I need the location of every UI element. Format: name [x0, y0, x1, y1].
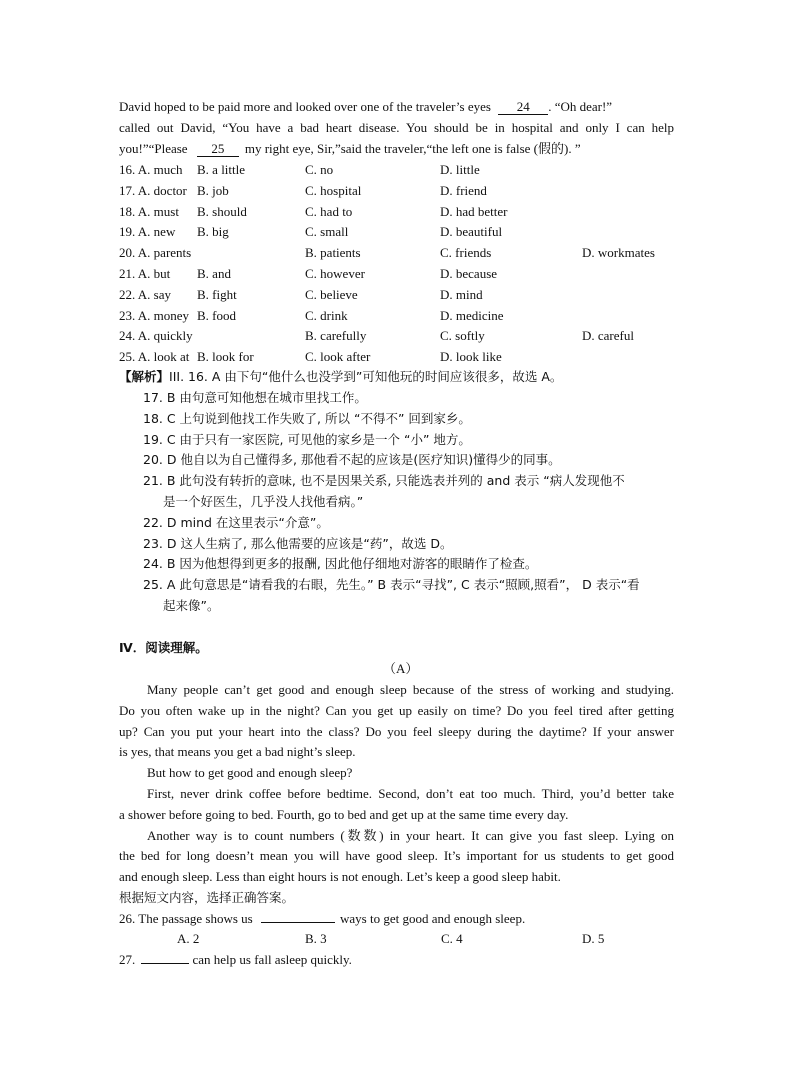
- question-option-a: 19. A. new: [119, 224, 176, 240]
- question-option-b: B. look for: [197, 349, 254, 365]
- question-option-b: B. job: [197, 182, 229, 198]
- question-option-c: B. patients: [305, 245, 361, 261]
- passage-line-3: [119, 140, 581, 157]
- analysis-item: 起来像”。: [163, 598, 220, 613]
- passage-text: . “Oh dear!”: [548, 99, 613, 114]
- question-option-c: C. believe: [305, 286, 358, 302]
- question-option-d: C. friends: [440, 245, 492, 261]
- question-option-a: 20. A. parents: [119, 245, 192, 261]
- question-option-a: 18. A. must: [119, 203, 179, 219]
- question-option-a: 21. A. but: [119, 266, 171, 281]
- q26-option-b: B. 3: [305, 931, 327, 946]
- question-option-c: C. look after: [305, 349, 371, 365]
- analysis-item: 19. C 由于只有一家医院, 可见他的家乡是一个 “小” 地方。: [143, 431, 471, 447]
- question-option-d: D. look like: [440, 349, 502, 365]
- analysis-item: 21. B 此句没有转折的意味, 也不是因果关系, 只能选表并列的 and 表示 “病人发现他不: [143, 473, 625, 489]
- question-option-e: D. workmates: [582, 245, 655, 261]
- reading-line: and enough sleep. Less than eight hours is not enough. Let’s keep a good sleep habit.: [119, 869, 561, 885]
- question-option-c: C. no: [305, 162, 334, 177]
- reading-line: the bed for long doesn’t mean you will have good sleep. It’s important for us students to get good: [119, 848, 674, 864]
- analysis-text: III. 16. A 由下句“他什么也没学到”可知他玩的时间应该很多，故选 A。: [169, 369, 563, 384]
- passage-text: you!”“Please: [119, 141, 188, 156]
- question-option-b: B. should: [197, 203, 247, 219]
- question-text: ways to get good and enough sleep.: [339, 911, 526, 926]
- question-option-b: B. fight: [197, 286, 237, 302]
- analysis-item: 17. B 由句意可知他想在城市里找工作。: [143, 390, 367, 405]
- question-option-e: D. careful: [582, 328, 634, 344]
- question-option-a: 22. A. say: [119, 286, 171, 302]
- question-option-d: D. medicine: [440, 307, 504, 323]
- analysis-item: 20. D 他自以为自己懂得多, 那他看不起的应该是(医疗知识)懂得少的同事。: [143, 452, 561, 468]
- analysis-item: 24. B 因为他想得到更多的报酬, 因此他仔细地对游客的眼睛作了检查。: [143, 556, 538, 572]
- question-text: 27.: [119, 952, 136, 967]
- passage-text: my right eye, Sir,”said the traveler,“the left one is false (假的). ”: [244, 141, 581, 156]
- question-option-d: D. beautiful: [440, 224, 503, 240]
- q26-option-a: A. 2: [177, 931, 200, 946]
- question-option-c: C. had to: [305, 203, 353, 219]
- reading-line: Another way is to count numbers (数数) in your heart. It can give you fast sleep. Lying on: [147, 827, 674, 843]
- reading-line: a shower before going to bed. Fourth, go to bed and get up at the same time every day.: [119, 806, 569, 822]
- analysis-first-line: [119, 368, 562, 385]
- analysis-item: 25. A 此句意思是“请看我的右眼，先生。” B 表示“寻找”, C 表示“照顾,照看”， D 表示“看: [143, 577, 640, 593]
- question-option-c: B. carefully: [305, 328, 367, 344]
- instruction: 根据短文内容，选择正确答案。: [119, 890, 295, 905]
- question-option-b: B. food: [197, 307, 236, 323]
- reading-line: Do you often wake up in the night? Can you get up easily on time? Do you feel tired after getting: [119, 702, 674, 718]
- analysis-header: 【解析】: [119, 369, 170, 384]
- q26-option-d: D. 5: [582, 931, 605, 946]
- passage-line-1: [119, 98, 612, 115]
- question-option-b: B. a little: [197, 162, 246, 177]
- analysis-item: 18. C 上句说到他找工作失败了, 所以 “不得不” 回到家乡。: [143, 410, 471, 426]
- question-option-c: C. drink: [305, 307, 348, 323]
- question-option-d: D. little: [440, 162, 480, 177]
- question-option-b: B. and: [197, 266, 231, 281]
- question-option-c: C. small: [305, 224, 349, 240]
- reading-line: Many people can’t get good and enough sleep because of the stress of working and studying.: [147, 682, 674, 697]
- question-option-c: C. hospital: [305, 182, 362, 198]
- reading-line: up? Can you put your heart into the class? Do you feel sleepy during the daytime? If your answer: [119, 723, 674, 739]
- question-option-a: 16. A. much: [119, 162, 183, 177]
- section-heading: Ⅳ．阅读理解。: [119, 640, 208, 655]
- question-option-a: 25. A. look at: [119, 349, 190, 365]
- reading-line: First, never drink coffee before bedtime. Second, don’t eat too much. Third, you’d better take: [147, 786, 674, 801]
- question-option-b: B. big: [197, 224, 229, 240]
- analysis-item: 23. D 这人生病了, 那么他需要的应该是“药”，故选 D。: [143, 535, 453, 551]
- question-text: 26. The passage shows us: [119, 911, 253, 926]
- question-text: can help us fall asleep quickly.: [192, 952, 352, 967]
- question-option-d: D. mind: [440, 286, 483, 302]
- blank-25: 25: [197, 141, 239, 157]
- question-27: [119, 951, 352, 968]
- question-option-a: 23. A. money: [119, 307, 190, 323]
- answer-blank: [141, 963, 189, 964]
- answer-blank: [261, 922, 335, 923]
- question-option-d: D. friend: [440, 182, 487, 198]
- blank-24: 24: [498, 99, 548, 115]
- question-option-a: 24. A. quickly: [119, 328, 193, 344]
- question-option-d: C. softly: [440, 328, 485, 344]
- q26-option-c: C. 4: [441, 931, 463, 946]
- question-option-c: C. however: [305, 266, 365, 281]
- analysis-item: 是一个好医生，几乎没人找他看病。”: [163, 494, 364, 509]
- passage-line-2: called out David, “You have a bad heart disease. You should be in hospital and only I can help: [119, 120, 674, 135]
- question-26: [119, 910, 525, 927]
- analysis-item: 22. D mind 在这里表示“介意”。: [143, 514, 329, 530]
- question-option-d: D. because: [440, 266, 498, 281]
- part-label: （A）: [383, 661, 419, 676]
- reading-line: is yes, that means you get a bad night’s sleep.: [119, 744, 356, 760]
- question-option-a: 17. A. doctor: [119, 182, 187, 198]
- passage-text: David hoped to be paid more and looked over one of the traveler’s eyes: [119, 99, 491, 114]
- question-option-d: D. had better: [440, 203, 508, 219]
- reading-line: But how to get good and enough sleep?: [147, 765, 353, 781]
